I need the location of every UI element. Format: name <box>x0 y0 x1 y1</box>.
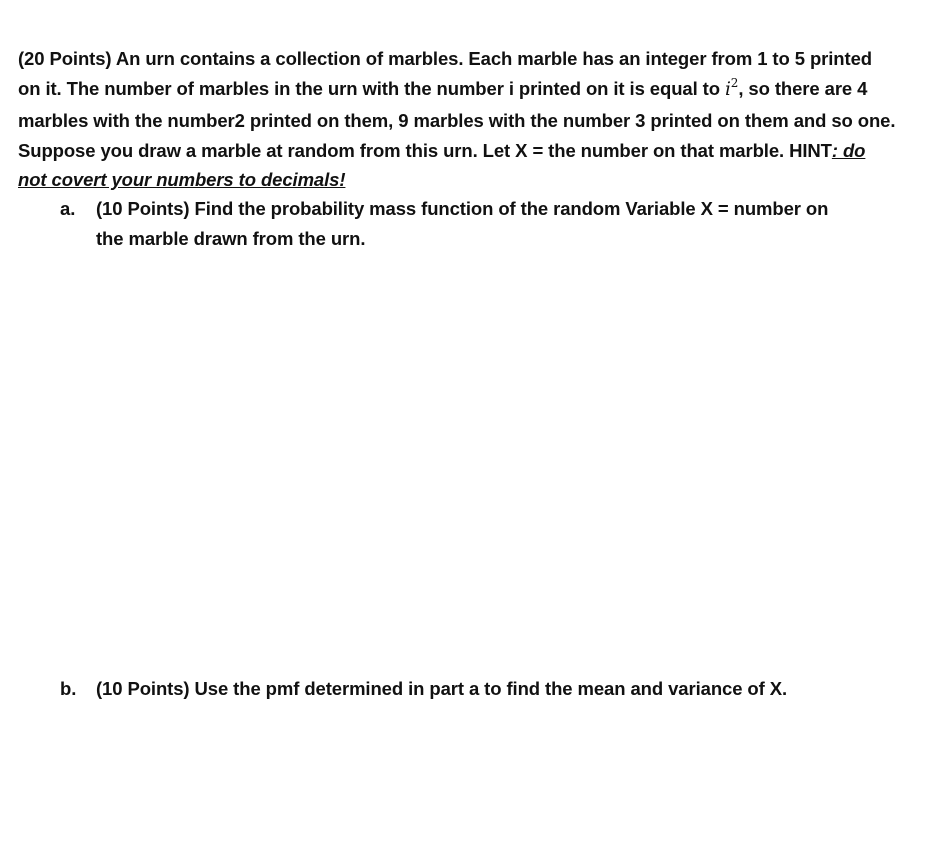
intro-text-2: , so there are 4 marbles with the number2 printed on them, 9 marbles with the number 3 printed on them and so one. Suppose you draw a marble at random from this urn. Let X = the number on that marble. HINT <box>18 77 896 161</box>
question-intro <box>18 44 898 195</box>
math-exponent: 2 <box>730 75 739 90</box>
part-a-line-2: the marble drawn from the urn. <box>96 227 366 249</box>
part-b-label: b. <box>60 678 77 699</box>
part-a <box>60 194 880 253</box>
question-paragraph <box>18 44 898 195</box>
part-a-line-1: (10 Points) Find the probability mass function of the random Variable X = number on <box>96 198 829 219</box>
part-b <box>60 674 880 704</box>
math-variable-i: i <box>724 78 731 100</box>
intro-text-1: (20 Points) An urn contains a collection of marbles. Each marble has an integer from 1 to 5 printed on it. The number of marbles in the urn with the number i printed on it is equal to <box>18 48 872 99</box>
part-a-label: a. <box>60 198 76 219</box>
hint-text: : do not covert your numbers to decimals! <box>18 139 866 190</box>
part-b-line-1: (10 Points) Use the pmf determined in part a to find the mean and variance of X. <box>96 678 788 699</box>
